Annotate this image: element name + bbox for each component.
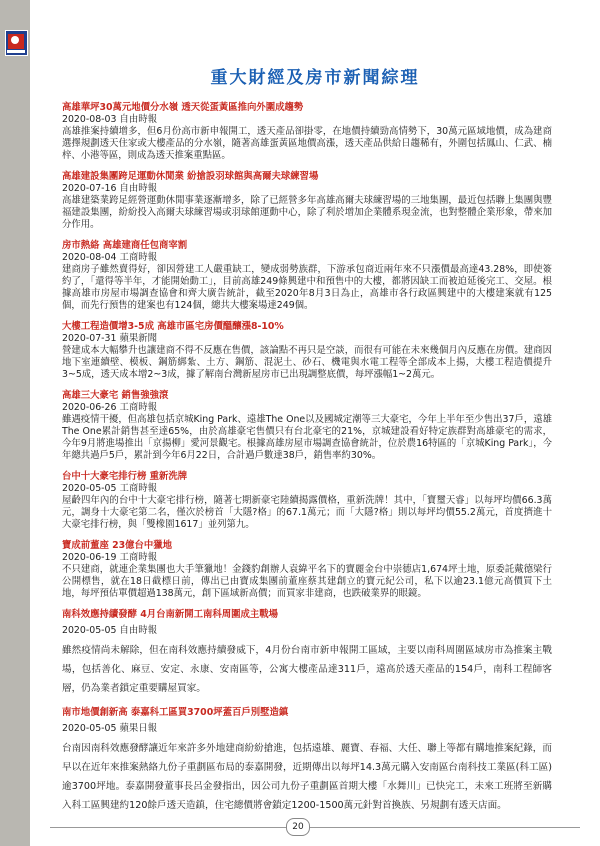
article-body: 建商房子雖然賣得好，卻因營建工人嚴重缺工，變成弱勢族群，下游承包商近兩年來不只漲價最高達43.28%，即使簽約了，「還得等半年，才能開始動工」，目前高雄249條興建中和預售中的大樓，都將因缺工而被迫延後完工、交屋。根據高雄市房屋市場調查協會和齊大廣告統計，截至2020年8月3日為止，高雄市各行政區興建中的大樓建案就有125個，而先行預售的建案也有124個，總共大樓案場達249個。 — [62, 264, 552, 311]
article-date-source: 2020-08-04 工商時報 — [62, 252, 157, 263]
article-date-source: 2020-06-26 工商時報 — [62, 402, 157, 413]
news-article — [62, 239, 552, 312]
article-body: 高雄建築業跨足經營運動休閒事業逐漸增多，除了已經營多年高雄高爾夫球練習場的三地集團，最近包括聯上集團與豐福建設集團，紛紛投入高爾夫球練習場或羽球館運動中心，除了利於增加企業體系現金流，也對整體企業形象，帶來加分作用。 — [62, 195, 552, 230]
news-article — [62, 608, 552, 698]
news-article — [62, 706, 552, 815]
footer-rule — [50, 827, 580, 828]
news-article — [62, 170, 552, 231]
article-date-source: 2020-08-03 自由時報 — [62, 114, 157, 125]
article-body: 不只建商，就連企業集團也大手筆獵地！金錢豹創辦人袁緯平名下的寶麗金台中崇德店1,674坪土地，原委託戴德梁行公開標售，就在18日截標日前，傳出已由寶成集團前董座蔡其建創立的寶元紀公司，私下以逾23.1億元高價買下土地，每坪預估單價超過138萬元，創下區域新高價；而買家非建商，也跌破業界的眼鏡。 — [62, 564, 552, 599]
publication-logo — [5, 30, 28, 56]
article-headline[interactable]: 高雄華坪30萬元地價分水嶺 透天從蛋黃區推向外圍成趨勢 — [62, 102, 304, 113]
article-date-source: 2020-07-31 蘋果新聞 — [62, 333, 157, 344]
article-body: 台南因南科效應發酵讓近年來許多外地建商紛紛搶進，包括遠雄、麗寶、春福、大任、聯上等都有購地推案紀錄，而早以在近年來推案熱絡九份子重劃區布局的泰嘉開發，近期傳出以每坪14.3萬元購入安南區台南科技工業區(科工區)逾3700坪地。泰嘉開發董事長呂金發指出，因公司九份子重劃區首期大樓「水舞川」已快完工，未來工班將至新購入科工區興建約120餘戶透天造鎮，住宅總價將會鎖定1200-1500萬元針對首換族、另規劃有透天店面。 — [62, 743, 552, 811]
article-date-source: 2020-05-05 蘋果日報 — [62, 723, 157, 734]
article-headline[interactable]: 南市地價創新高 泰嘉科工區買3700坪蓋百戶別墅造鎮 — [62, 707, 289, 718]
article-body: 屋齡四年內的台中十大豪宅排行榜，隨著七期新豪宅陸續揭露價格，重新洗牌！其中，「寶璽天睿」以每坪均價66.3萬元，調身十大豪宅第二名，僅次於榜首「大隱?格」的67.1萬元；而「大隱?格」則以每坪均價55.2萬元，首度擠進十大豪宅排行榜，與「雙橡園1617」並列第九。 — [62, 495, 552, 530]
article-headline[interactable]: 高雄建設集團跨足運動休閒業 紛搶設羽球館與高爾夫球練習場 — [62, 171, 319, 182]
article-body: 高雄推案持續增多，但6月份高市新申報開工，透天產品卻掛零，在地價持續勁高情勢下，30萬元區域地價，成為建商選擇規劃透天住家或大樓產品的分水嶺，隨著高雄蛋黃區地價高漲，透天產品供給日趨稀有，外圍包括鳳山、仁武、楠梓、小港等區，則成為透天推案重點區。 — [62, 126, 552, 161]
side-bar — [0, 0, 30, 846]
article-headline[interactable]: 大樓工程造價增3-5成 高雄市區宅房價醞釀漲8-10% — [62, 321, 284, 332]
article-body: 營建成本大幅攀升也讓建商不得不反應在售價，該論點不再只是空談，而很有可能在未來幾個月內反應在房價。建商因地下室連續壁、模板、鋼筋綁紮、土方、鋼筋、混泥土、砂石、機電與水電工程等全部成本上揚，大樓工程造價提升3~5成，透天成本增2~3成，據了解南台灣新屋房市已出現調整底價，每坪漲幅1~2萬元。 — [62, 345, 552, 380]
article-headline[interactable]: 房市熱絡 高雄建商任包商宰割 — [62, 240, 188, 251]
article-headline[interactable]: 寶成前董座 23億台中獵地 — [62, 540, 173, 551]
news-article — [62, 101, 552, 162]
page-title: 重大財經及房市新聞綜理 — [210, 68, 420, 88]
logo-base-shape — [7, 50, 25, 53]
news-article — [62, 539, 552, 600]
news-article — [62, 320, 552, 381]
article-date-source: 2020-05-05 自由時報 — [62, 625, 157, 636]
article-body: 雖遇疫情干擾，但高雄包括京城King Park、遠雄The One以及國城定潮等三大豪宅，今年上半年至少售出37戶，遠雄The One累計銷售甚至達65%，由於高雄豪宅售價只有台北豪宅的21%，京城建設看好特定族群對高雄豪宅的需求，今年9月將進場推出「京揚柳」愛河景觀宅。根據高雄房屋市場調查協會統計，位於農16特區的「京城King Park」，今年總共過戶5戶，累計到今年6月22日，合計過戶數達38戶，銷售率約30%。 — [62, 414, 552, 461]
article-headline[interactable]: 南科效應持續發酵 4月台南新開工南科周圍成主戰場 — [62, 609, 279, 620]
article-date-source: 2020-06-19 工商時報 — [62, 552, 157, 563]
page-number: 20 — [286, 818, 310, 836]
news-article — [62, 389, 552, 462]
article-date-source: 2020-05-05 工商時報 — [62, 483, 157, 494]
news-article — [62, 470, 552, 531]
article-headline[interactable]: 高雄三大豪宅 銷售強強滾 — [62, 390, 169, 401]
article-body: 雖然疫情尚未解除，但在南科效應持續發威下，4月份台南市新申報開工區域，主要以南科周圍區域房市為推案主戰場，包括善化、麻豆、安定、永康、安南區等，公寓大樓產品達311戶，遠高於透天產品的154戶，南科工程師客層，仍為業者鎖定重要購屋買家。 — [62, 645, 552, 694]
article-headline[interactable]: 台中十大豪宅排行榜 重新洗牌 — [62, 471, 188, 482]
news-list — [62, 101, 552, 823]
logo-emblem-shape — [11, 36, 19, 44]
article-date-source: 2020-07-16 自由時報 — [62, 183, 157, 194]
